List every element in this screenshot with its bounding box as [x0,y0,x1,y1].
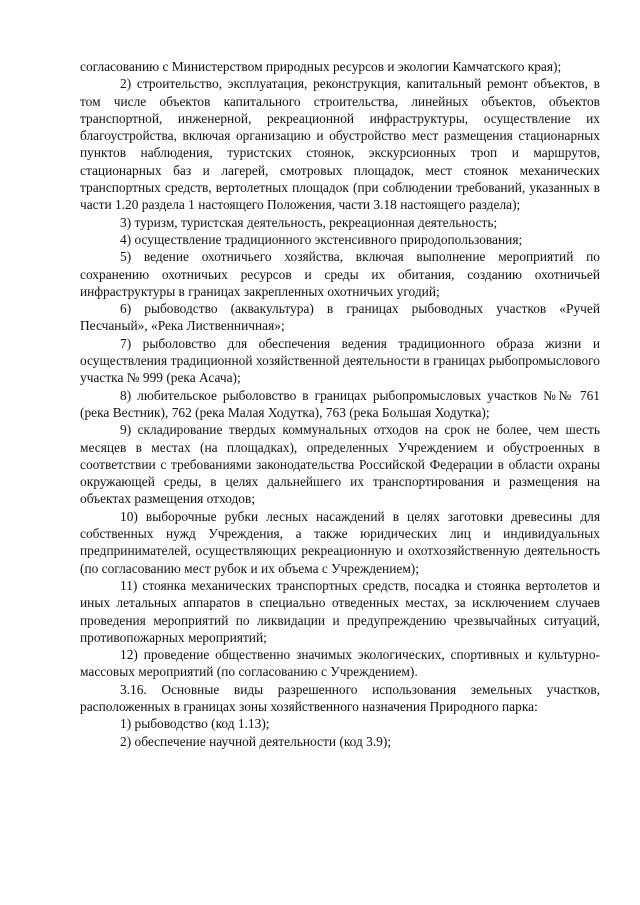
paragraph-code-3-9: 2) обеспечение научной деятельности (код 3.9); [120,733,392,749]
paragraph-item-6-aquaculture: 6) рыбоводство (аквакультура) в границах рыбоводных участков «Ручей Песчаный», «Река Лиственничная»; [80,301,600,334]
paragraph-code-1-13: 1) рыбоводство (код 1.13); [120,716,270,732]
paragraph-item-7-fishing-traditional: 7) рыболовство для обеспечения ведения традиционного образа жизни и осуществления традиционной хозяйственной деятельности в границах рыбопромыслового участка № 999 (река Асача); [80,335,600,386]
paragraph-item-5-hunting: 5) ведение охотничьего хозяйства, включая выполнение мероприятий по сохранению охотничьих ресурсов и среды их обитания, созданию охотничьей инфраструктуры в границах закрепленных охотничьих угодий; [80,249,600,299]
paragraph-continuation: согласованию с Министерством природных ресурсов и экологии Камчатского края); [80,59,562,74]
paragraph-item-3-tourism: 3) туризм, туристская деятельность, рекреационная деятельность; [120,214,498,230]
paragraph-section-3-16: 3.16. Основные виды разрешенного использования земельных участков, расположенных в границах зоны хозяйственного назначения Природного парка: [80,681,600,714]
paragraph-item-9-waste-storage: 9) складирование твердых коммунальных отходов на срок не более, чем шесть месяцев в местах (на площадках), определенных Учреждением и обустроенных в соответствии с требованиями законодательства Российской Федерации в области охраны окружающей среды, в целях дальнейшего их транспортирования и размещения на объектах размещения отходов; [80,422,600,507]
document-body [80,58,600,750]
paragraph-item-2-construction: 2) строительство, эксплуатация, реконструкция, капитальный ремонт объектов, в том числе объектов капитального строительства, линейных объектов, объектов транспортной, инженерной, рекреационной инфраструктуры, осуществление их благоустройства, включая организацию и обустройство мест размещения стационарных пунктов наблюдения, туристских стоянок, экскурсионных троп и маршрутов, стационарных баз и лагерей, смотровых площадок, мест стоянок механических транспортных средств, вертолетных площадок (при соблюдении требований, указанных в части 1.20 раздела 1 настоящего Положения, части 3.18 настоящего раздела); [80,76,600,213]
paragraph-item-4-traditional-use: 4) осуществление традиционного экстенсивного природопользования; [120,231,523,247]
paragraph-item-8-amateur-fishing: 8) любительское рыболовство в границах рыбопромысловых участков №№ 761 (река Вестник), 762 (река Малая Ходутка), 763 (река Большая Ходутка); [80,387,600,420]
paragraph-item-12-events: 12) проведение общественно значимых экологических, спортивных и культурно-массовых мероприятий (по согласованию с Учреждением). [80,647,600,680]
paragraph-item-11-vehicle-parking: 11) стоянка механических транспортных средств, посадка и стоянка вертолетов и иных летальных аппаратов в специально отведенных местах, за исключением случаев проведения мероприятий по ликвидации и предупреждению чрезвычайных ситуаций, противопожарных мероприятий; [80,577,600,645]
paragraph-item-10-logging: 10) выборочные рубки лесных насаждений в целях заготовки древесины для собственных нужд Учреждения, а также юридических лиц и индивидуальных предпринимателей, осуществляющих рекреационную и охотхозяйственную деятельность (по согласованию мест рубок и их объема с Учреждением); [80,508,600,576]
